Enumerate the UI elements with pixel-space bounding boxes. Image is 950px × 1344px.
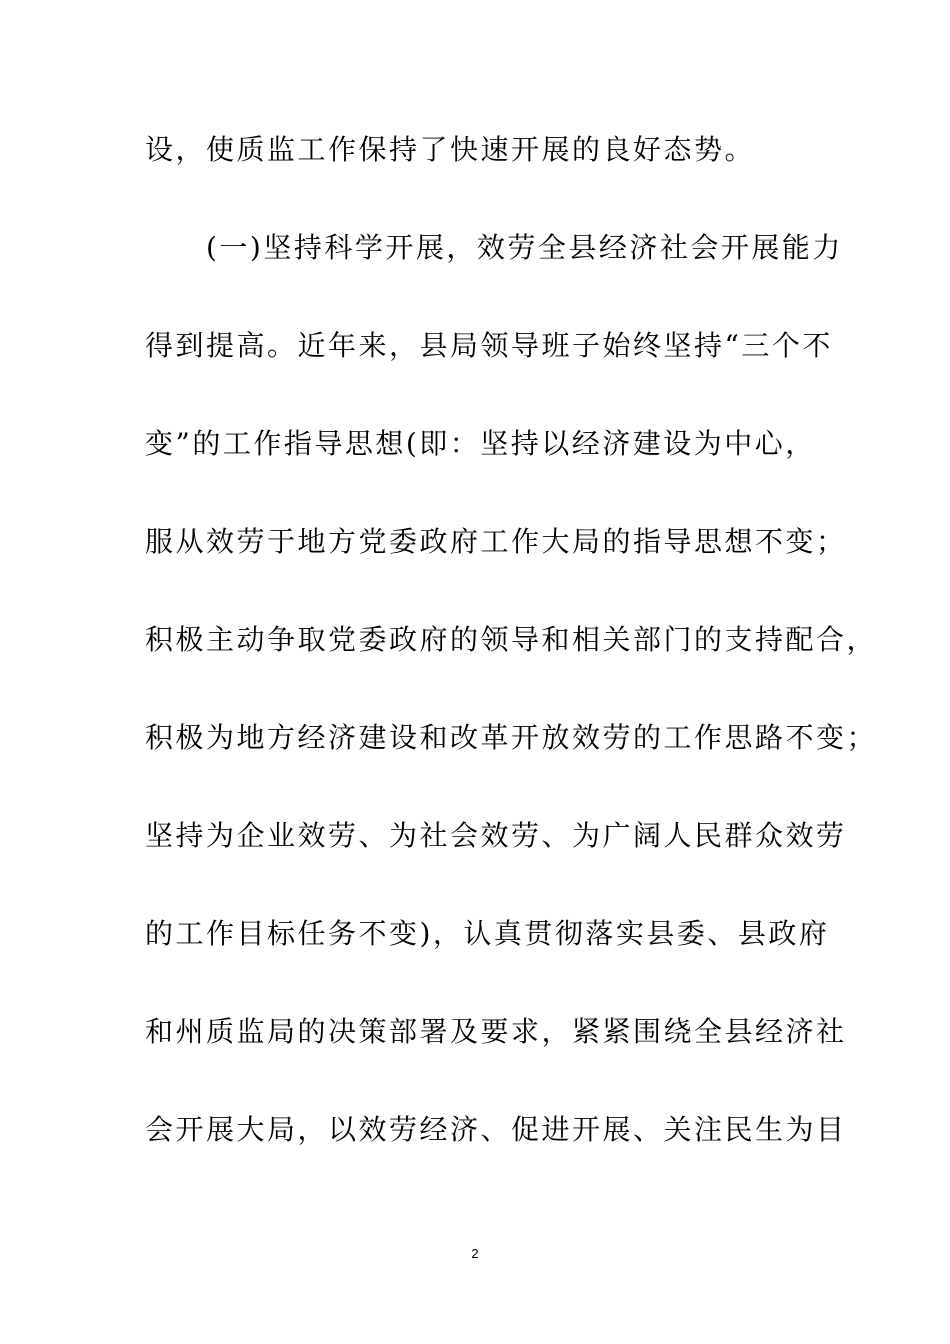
text-line: 设，使质监工作保持了快速开展的良好态势。 <box>145 133 756 166</box>
body-text <box>145 120 878 1198</box>
page-number: 2 <box>471 1246 479 1261</box>
text-line: 会开展大局，以效劳经济、促进开展、关注民生为目 <box>145 1113 847 1146</box>
text-line: 变”的工作指导思想(即：坚持以经济建设为中心， <box>145 427 816 460</box>
text-line: 得到提高。近年来，县局领导班子始终坚持“三个不 <box>145 329 833 362</box>
text-line: (一)坚持科学开展，效劳全县经济社会开展能力 <box>145 231 843 264</box>
text-line: 和州质监局的决策部署及要求，紧紧围绕全县经济社 <box>145 1015 847 1048</box>
text-line: 的工作目标任务不变)，认真贯彻落实县委、县政府 <box>145 917 830 950</box>
text-line: 积极为地方经济建设和改革开放效劳的工作思路不变； <box>145 721 878 754</box>
text-line: 坚持为企业效劳、为社会效劳、为广阔人民群众效劳 <box>145 819 847 852</box>
text-line: 服从效劳于地方党委政府工作大局的指导思想不变； <box>145 525 847 558</box>
text-line: 积极主动争取党委政府的领导和相关部门的支持配合， <box>145 623 878 656</box>
